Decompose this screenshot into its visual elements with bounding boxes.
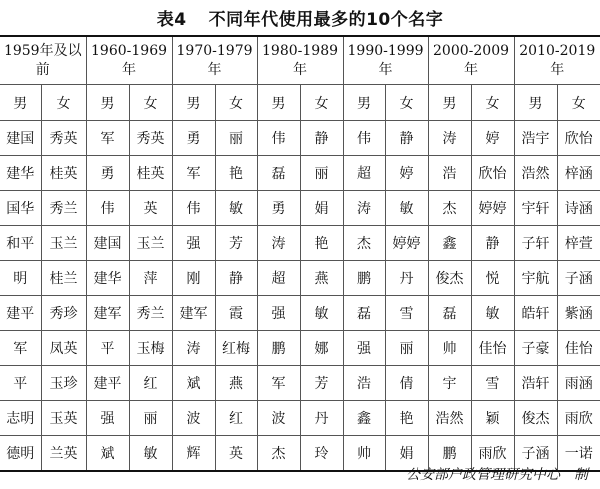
name-cell: 萍 — [129, 261, 172, 296]
name-cell: 鑫 — [428, 226, 471, 261]
name-cell: 德明 — [0, 436, 41, 472]
name-cell: 俊杰 — [514, 401, 557, 436]
name-cell: 雨涵 — [557, 366, 600, 401]
name-cell: 英 — [129, 191, 172, 226]
name-cell: 平 — [0, 366, 41, 401]
era-header: 2010-2019 年 — [514, 36, 600, 85]
name-cell: 平 — [86, 331, 129, 366]
gender-header-male: 男 — [172, 85, 215, 121]
name-cell: 鹏 — [428, 436, 471, 472]
name-cell: 强 — [86, 401, 129, 436]
name-cell: 建平 — [86, 366, 129, 401]
name-cell: 鹏 — [343, 261, 385, 296]
era-header: 1990-1999 年 — [343, 36, 428, 85]
name-cell: 敏 — [300, 296, 343, 331]
name-cell: 佳怡 — [557, 331, 600, 366]
name-cell: 丽 — [300, 156, 343, 191]
name-cell: 秀珍 — [41, 296, 86, 331]
name-cell: 斌 — [172, 366, 215, 401]
name-cell: 涛 — [343, 191, 385, 226]
name-cell: 子豪 — [514, 331, 557, 366]
name-cell: 欣怡 — [557, 121, 600, 156]
name-cell: 鑫 — [343, 401, 385, 436]
name-cell: 志明 — [0, 401, 41, 436]
name-cell: 浩 — [428, 156, 471, 191]
name-cell: 明 — [0, 261, 41, 296]
name-cell: 红 — [215, 401, 257, 436]
era-header-row — [0, 36, 600, 85]
name-cell: 婷 — [385, 156, 428, 191]
name-cell: 秀英 — [41, 121, 86, 156]
name-cell: 强 — [172, 226, 215, 261]
table-number: 表4 — [156, 9, 187, 30]
name-cell: 建华 — [86, 261, 129, 296]
name-cell: 英 — [215, 436, 257, 472]
name-cell: 伟 — [257, 121, 300, 156]
name-cell: 艳 — [215, 156, 257, 191]
name-cell: 霞 — [215, 296, 257, 331]
name-cell: 秀英 — [129, 121, 172, 156]
era-header: 1959年及以 前 — [0, 36, 86, 85]
name-cell: 浩然 — [428, 401, 471, 436]
name-cell: 军 — [86, 121, 129, 156]
name-cell: 子涵 — [557, 261, 600, 296]
name-cell: 伟 — [86, 191, 129, 226]
name-cell: 杰 — [343, 226, 385, 261]
gender-header-male: 男 — [428, 85, 471, 121]
names-table — [0, 35, 600, 472]
names-body — [0, 121, 600, 472]
name-cell: 勇 — [257, 191, 300, 226]
name-cell: 军 — [0, 331, 41, 366]
name-cell: 杰 — [257, 436, 300, 472]
name-cell: 国华 — [0, 191, 41, 226]
name-cell: 艳 — [300, 226, 343, 261]
name-cell: 娜 — [300, 331, 343, 366]
name-cell: 诗涵 — [557, 191, 600, 226]
name-cell: 建平 — [0, 296, 41, 331]
era-header: 2000-2009 年 — [428, 36, 514, 85]
name-cell: 雪 — [471, 366, 514, 401]
name-cell: 宇轩 — [514, 191, 557, 226]
name-cell: 兰英 — [41, 436, 86, 472]
name-cell: 静 — [385, 121, 428, 156]
name-cell: 秀兰 — [129, 296, 172, 331]
name-cell: 娟 — [385, 436, 428, 472]
name-cell: 玉兰 — [129, 226, 172, 261]
name-cell: 芳 — [215, 226, 257, 261]
name-cell: 辉 — [172, 436, 215, 472]
name-cell: 梓萱 — [557, 226, 600, 261]
name-cell: 波 — [172, 401, 215, 436]
name-cell: 子轩 — [514, 226, 557, 261]
name-cell: 帅 — [343, 436, 385, 472]
name-cell: 强 — [343, 331, 385, 366]
table-row — [0, 331, 600, 366]
name-cell: 敏 — [471, 296, 514, 331]
table-row — [0, 156, 600, 191]
gender-header-female: 女 — [471, 85, 514, 121]
name-cell: 敏 — [129, 436, 172, 472]
name-cell: 宇航 — [514, 261, 557, 296]
name-cell: 丹 — [385, 261, 428, 296]
table-title: 不同年代使用最多的10个名字 — [208, 9, 444, 30]
name-cell: 红 — [129, 366, 172, 401]
gender-header-male: 男 — [86, 85, 129, 121]
name-cell: 雪 — [385, 296, 428, 331]
table-row — [0, 366, 600, 401]
name-cell: 丽 — [129, 401, 172, 436]
table-caption — [0, 0, 600, 34]
gender-header-male: 男 — [343, 85, 385, 121]
gender-header-male: 男 — [0, 85, 41, 121]
era-header: 1980-1989 年 — [257, 36, 343, 85]
name-cell: 勇 — [86, 156, 129, 191]
name-cell: 凤英 — [41, 331, 86, 366]
name-cell: 丹 — [300, 401, 343, 436]
name-cell: 军 — [172, 156, 215, 191]
name-cell: 燕 — [300, 261, 343, 296]
name-cell: 丽 — [215, 121, 257, 156]
name-cell: 雨欣 — [471, 436, 514, 472]
name-cell: 桂英 — [129, 156, 172, 191]
name-cell: 浩宇 — [514, 121, 557, 156]
name-cell: 静 — [471, 226, 514, 261]
name-cell: 伟 — [172, 191, 215, 226]
gender-header-row — [0, 85, 600, 121]
gender-header-female: 女 — [557, 85, 600, 121]
name-cell: 建军 — [172, 296, 215, 331]
name-cell: 雨欣 — [557, 401, 600, 436]
name-cell: 浩然 — [514, 156, 557, 191]
name-cell: 宇 — [428, 366, 471, 401]
name-cell: 燕 — [215, 366, 257, 401]
table-row — [0, 401, 600, 436]
table-row — [0, 121, 600, 156]
source-credit: 公安部户政管理研究中心 制 — [406, 467, 588, 483]
name-cell: 磊 — [257, 156, 300, 191]
name-cell: 磊 — [343, 296, 385, 331]
name-cell: 强 — [257, 296, 300, 331]
name-cell: 帅 — [428, 331, 471, 366]
name-cell: 和平 — [0, 226, 41, 261]
name-cell: 涛 — [428, 121, 471, 156]
name-cell: 一诺 — [564, 446, 593, 462]
name-cell: 超 — [343, 156, 385, 191]
name-cell: 静 — [215, 261, 257, 296]
name-cell: 艳 — [385, 401, 428, 436]
name-cell: 军 — [257, 366, 300, 401]
table-row — [0, 226, 600, 261]
name-cell: 紫涵 — [557, 296, 600, 331]
name-cell: 超 — [257, 261, 300, 296]
era-header: 1970-1979 年 — [172, 36, 257, 85]
table-row — [0, 191, 600, 226]
name-cell: 婷婷 — [385, 226, 428, 261]
name-cell: 玲 — [300, 436, 343, 472]
name-cell: 建军 — [86, 296, 129, 331]
era-header: 1960-1969 年 — [86, 36, 172, 85]
name-cell: 红梅 — [215, 331, 257, 366]
name-cell: 娟 — [300, 191, 343, 226]
gender-header-female: 女 — [129, 85, 172, 121]
name-cell: 婷 — [471, 121, 514, 156]
name-cell: 勇 — [172, 121, 215, 156]
name-cell: 桂英 — [41, 156, 86, 191]
name-cell: 静 — [300, 121, 343, 156]
name-cell: 涛 — [257, 226, 300, 261]
name-cell: 磊 — [428, 296, 471, 331]
name-cell: 秀兰 — [41, 191, 86, 226]
name-cell: 子涵 — [514, 436, 557, 472]
gender-header-female: 女 — [215, 85, 257, 121]
name-cell: 桂兰 — [41, 261, 86, 296]
name-cell: 玉珍 — [41, 366, 86, 401]
name-cell: 建华 — [0, 156, 41, 191]
name-cell: 芳 — [300, 366, 343, 401]
name-cell: 玉英 — [41, 401, 86, 436]
name-cell: 丽 — [385, 331, 428, 366]
table-row — [0, 296, 600, 331]
name-cell: 刚 — [172, 261, 215, 296]
name-cell: 建国 — [86, 226, 129, 261]
name-cell: 倩 — [385, 366, 428, 401]
gender-header-female: 女 — [41, 85, 86, 121]
gender-header-male: 男 — [257, 85, 300, 121]
name-cell: 敏 — [215, 191, 257, 226]
name-cell: 梓涵 — [557, 156, 600, 191]
name-cell: 伟 — [343, 121, 385, 156]
name-cell: 波 — [257, 401, 300, 436]
gender-header-male: 男 — [514, 85, 557, 121]
name-cell: 敏 — [385, 191, 428, 226]
name-cell: 欣怡 — [471, 156, 514, 191]
name-cell: 颖 — [471, 401, 514, 436]
table-row — [0, 261, 600, 296]
name-cell: 鹏 — [257, 331, 300, 366]
name-cell: 玉兰 — [41, 226, 86, 261]
name-cell: 玉梅 — [129, 331, 172, 366]
name-cell: 婷婷 — [471, 191, 514, 226]
name-cell: 俊杰 — [428, 261, 471, 296]
name-cell: 浩轩 — [514, 366, 557, 401]
name-cell: 悦 — [471, 261, 514, 296]
name-cell: 佳怡 — [471, 331, 514, 366]
name-cell: 涛 — [172, 331, 215, 366]
gender-header-female: 女 — [300, 85, 343, 121]
name-cell: 皓轩 — [514, 296, 557, 331]
name-cell: 斌 — [86, 436, 129, 472]
name-cell: 杰 — [428, 191, 471, 226]
gender-header-female: 女 — [385, 85, 428, 121]
name-cell: 浩 — [343, 366, 385, 401]
name-cell: 建国 — [0, 121, 41, 156]
